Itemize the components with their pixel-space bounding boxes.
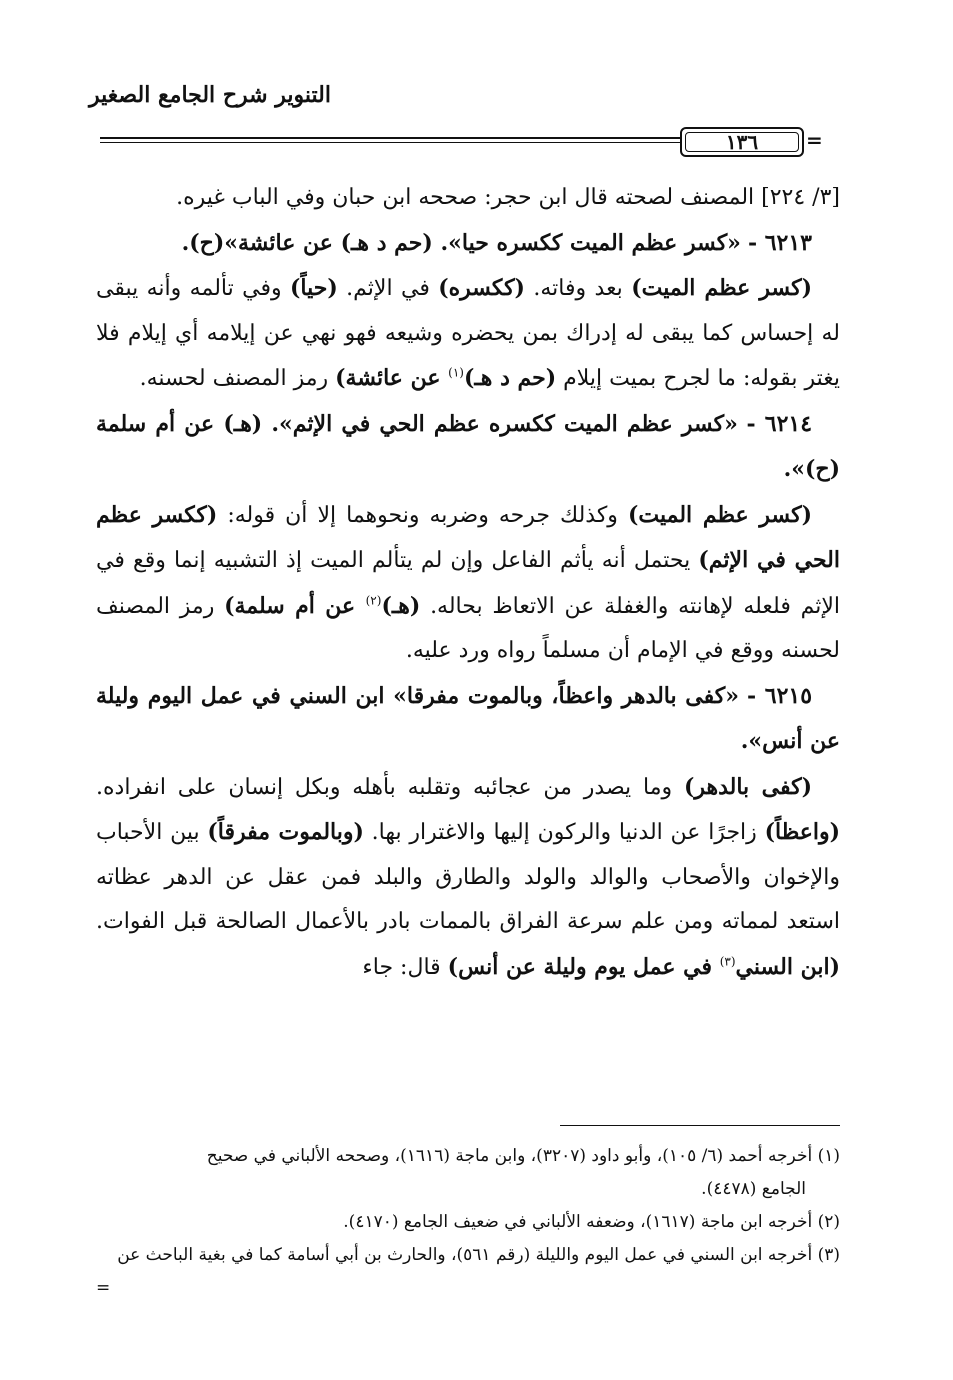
commentary-text: رمز المصنف لحسنه. — [139, 366, 336, 391]
rule-end-mark: = — [806, 128, 823, 152]
page-number: ١٣٦ — [680, 127, 804, 157]
running-title: التنوير شرح الجامع الصغير — [89, 82, 331, 108]
lemma: (كسر عظم الميت) — [631, 275, 812, 301]
commentary-text: وكذلك جرحه وضربه ونحوهما إلا أن قوله: — [217, 502, 628, 528]
commentary-text: في الإثم. — [337, 276, 439, 301]
hadith-text: «كسر عظم الميت ككسره حيا». (حم د هـ) عن عائشة»(ح). — [181, 229, 741, 256]
commentary-text: بين الأحباب والإخوان والأصحاب والوالد والولد والطارق والبلد فمن عقل عن الدهر عظاته استعد لمماته ومن علم سرعة الفراق بالممات بادر بالأعمال الصالحة قبل الفوات. — [96, 820, 840, 934]
footnote-3: (٣) أخرجه ابن السني في عمل اليوم والليلة (رقم ٥٦١)، والحارث بن أبي أسامة كما في بغية الباحث عن — [117, 1245, 840, 1265]
hadith-number: ٦٢١٥ - — [746, 682, 813, 709]
narrator: عن أم سلمة) — [224, 592, 366, 619]
narrator: عن عائشة) — [335, 365, 449, 391]
footnote-1: (١) أخرجه أحمد (٦/ ١٠٥)، وأبو داود (٣٢٠٧)، وابن ماجة (١٦١٦)، وصححه الألباني في صحيح — [206, 1146, 840, 1166]
footnote-separator — [560, 1125, 840, 1126]
lemma: (كفى بالدهر) — [683, 773, 813, 800]
paragraph-continuation: [٣/ ٢٢٤] المصنف لصحته قال ابن حجر: صححه ابن حبان وفي الباب غيره. — [176, 185, 840, 210]
continuation-mark: = — [96, 1278, 111, 1298]
lemma: (ككسره) — [438, 275, 525, 301]
header-rule — [100, 137, 680, 139]
hadith-text: «كفى بالدهر واعظاً، وبالموت مفرقا» ابن السني في عمل اليوم وليلة عن أنس». — [96, 682, 840, 754]
commentary-6214 — [96, 493, 840, 674]
narrator: في عمل يوم وليلة عن أنس) — [447, 953, 720, 980]
footnotes — [96, 1140, 840, 1305]
lemma: (وبالموت مفرقاً) — [207, 819, 364, 845]
header-rule-thin — [100, 142, 680, 143]
lemma: (واعظاً) — [764, 819, 841, 845]
commentary-6215 — [96, 765, 840, 991]
hadith-entry-6214 — [96, 402, 840, 493]
commentary-text: زاجرًا عن الدنيا والركون إليها والاغترار بها. — [363, 820, 765, 845]
hadith-number: ٦٢١٤ - — [746, 410, 813, 437]
commentary-6213 — [96, 266, 840, 402]
footnote-ref: (٢) — [365, 593, 382, 608]
main-text — [96, 176, 840, 990]
source-code: (حم د هـ) — [463, 365, 557, 391]
commentary-text: قال: جاء — [362, 954, 448, 980]
hadith-number: ٦٢١٣ - — [747, 229, 812, 256]
footnote-ref: (١) — [448, 365, 464, 380]
hadith-entry-6213 — [96, 221, 840, 267]
footnote-1-continuation: الجامع (٤٤٧٨). — [701, 1179, 806, 1199]
source-name: (ابن السني — [735, 953, 840, 980]
footnote-2: (٢) أخرجه ابن ماجة (١٦١٧)، وضعفه الألباني في ضعيف الجامع (٤١٧٠). — [343, 1212, 840, 1232]
source-code: (هـ) — [381, 592, 421, 619]
commentary-text: بعد وفاته. — [524, 276, 632, 301]
hadith-text: «كسر عظم الميت ككسره عظم الحي في الإثم». (هـ) عن أم سلمة (ح)». — [96, 410, 840, 482]
footnote-ref: (٣) — [719, 954, 736, 969]
lemma: (ككسر عظم الحي في الإثم) — [96, 501, 840, 573]
commentary-text: وما يصدر من عجائبه وتقلبه بأهله وبكل إنسان على انفراده. — [96, 774, 684, 800]
commentary-text: رمز المصنف لحسنه ووقع في الإمام أن مسلماً رواه ورد عليه. — [96, 593, 840, 663]
lemma: (كسر عظم الميت) — [627, 501, 812, 528]
lemma: (حياً) — [290, 275, 338, 301]
commentary-text: يحتمل أنه يأثم الفاعل وإن لم يتألم الميت إذ التشبيه إنما وقع في الإثم فلعله لإهانته والغفلة عن الاتعاظ بحاله. — [96, 548, 841, 619]
hadith-entry-6215 — [96, 674, 840, 765]
commentary-text: وفي تألمه وأنه يبقى له إحساس كما يبقى له إدراك بمن يحضره وشيعه فهو نهي عن إيلامه أي إيلام فلا يغتر بقوله: ما لجرح بميت إيلام — [96, 276, 840, 391]
